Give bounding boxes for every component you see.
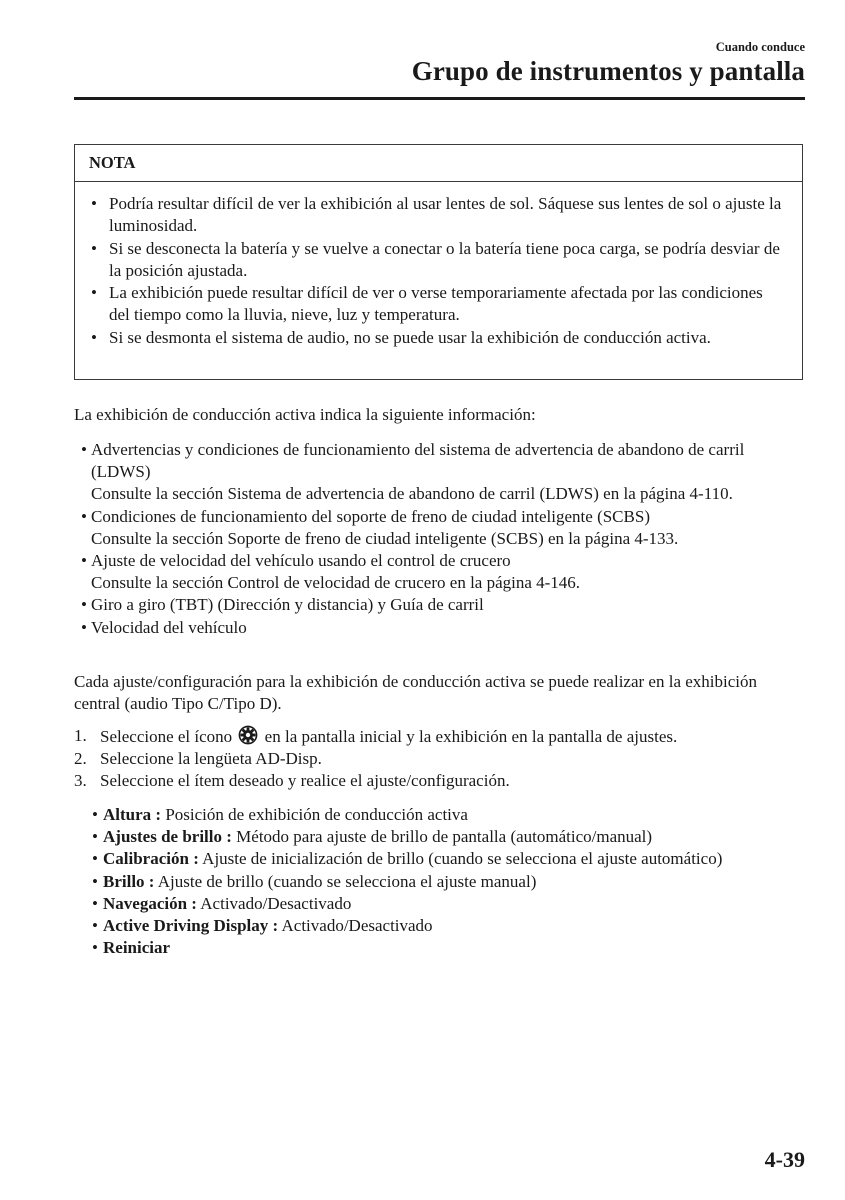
step-item	[74, 748, 805, 770]
page-number: 4-39	[764, 1147, 805, 1172]
step-number: 1.	[74, 726, 87, 745]
settings-item-active-driving-display	[90, 915, 770, 937]
step-text-after-icon: en la pantalla inicial y la exhibición en la pantalla de ajustes.	[264, 727, 678, 746]
step-item	[74, 770, 805, 792]
settings-item-desc: Activado/Desactivado	[281, 916, 433, 936]
settings-list	[90, 804, 770, 959]
note-item: • Podría resultar difícil de ver la exhibición al usar lentes de sol. Sáquese sus lentes de sol o ajuste la luminosidad.	[89, 193, 782, 238]
step-number: 3.	[74, 771, 87, 790]
settings-item-label: Ajustes de brillo :	[103, 827, 232, 847]
settings-item-label: Altura :	[103, 805, 162, 824]
settings-item-desc: Método para ajuste de brillo de pantalla (automático/manual)	[236, 827, 653, 847]
config-paragraph: Cada ajuste/configuración para la exhibición de conducción activa se puede realizar en la exhibición central (audio Tipo C/Tipo D).	[74, 672, 758, 713]
info-item	[74, 439, 805, 506]
info-item-text: Velocidad del vehículo	[91, 617, 247, 637]
settings-item-label: Reiniciar	[103, 938, 171, 958]
info-item-text: Advertencias y condiciones de funcionamiento del sistema de advertencia de abandono de carril (LDWS)	[91, 440, 745, 482]
settings-item-label: Calibración :	[103, 849, 199, 869]
note-divider	[75, 181, 802, 182]
page-title: Grupo de instrumentos y pantalla	[411, 56, 805, 86]
info-item	[74, 594, 805, 616]
info-item	[74, 506, 805, 550]
settings-item-navegacion	[90, 893, 770, 915]
info-item-text: Ajuste de velocidad del vehículo usando el control de crucero	[91, 551, 511, 571]
settings-item-reiniciar	[90, 937, 770, 959]
settings-item-label: Navegación :	[103, 893, 197, 913]
info-item	[74, 550, 805, 594]
note-box	[74, 144, 803, 380]
settings-item-desc: Posición de exhibición de conducción activa	[165, 805, 468, 824]
info-item-ref: Consulte la sección Control de velocidad de crucero en la página 4-146.	[91, 573, 581, 593]
section-label: Cuando conduce	[715, 40, 805, 54]
intro-paragraph: La exhibición de conducción activa indica la siguiente información:	[74, 405, 536, 424]
settings-item-desc: Ajuste de inicialización de brillo (cuando se selecciona el ajuste automático)	[202, 849, 723, 869]
settings-item-label: Brillo :	[103, 871, 155, 891]
info-item-text: Giro a giro (TBT) (Dirección y distancia) y Guía de carril	[91, 595, 484, 615]
note-item: • La exhibición puede resultar difícil de ver o verse temporariamente afectada por las condiciones del tiempo como la lluvia, nieve, luz y temperatura.	[89, 282, 782, 327]
settings-item-label: Active Driving Display :	[103, 916, 279, 936]
note-list	[89, 193, 782, 349]
note-title: NOTA	[89, 153, 136, 172]
info-item-ref: Consulte la sección Soporte de freno de ciudad inteligente (SCBS) en la página 4-133.	[91, 528, 679, 548]
settings-item-brillo	[90, 871, 770, 893]
settings-item-desc: Activado/Desactivado	[200, 893, 352, 913]
note-item: • Si se desmonta el sistema de audio, no se puede usar la exhibición de conducción activa.	[89, 327, 782, 349]
step-text: Seleccione la lengüeta AD-Disp.	[100, 749, 322, 768]
info-list	[74, 439, 805, 639]
steps-list	[74, 725, 805, 792]
step-item	[74, 725, 805, 748]
settings-item-desc: Ajuste de brillo (cuando se selecciona el ajuste manual)	[157, 871, 537, 891]
step-text-before-icon: Seleccione el ícono	[100, 727, 233, 746]
note-item: • Si se desconecta la batería y se vuelve a conectar o la batería tiene poca carga, se podría desviar de la posición ajustada.	[89, 238, 782, 283]
settings-gear-icon	[238, 725, 258, 745]
settings-item-calibracion	[90, 848, 770, 870]
step-text: Seleccione el ítem deseado y realice el ajuste/configuración.	[100, 771, 510, 790]
info-item-ref: Consulte la sección Sistema de advertencia de abandono de carril (LDWS) en la página 4-110.	[91, 484, 733, 504]
info-item-text: Condiciones de funcionamiento del soporte de freno de ciudad inteligente (SCBS)	[91, 506, 650, 526]
settings-item-altura	[90, 804, 770, 826]
settings-item-ajustes-de-brillo	[90, 826, 770, 848]
info-item	[74, 617, 805, 639]
header-rule	[74, 97, 805, 100]
step-number: 2.	[74, 749, 87, 768]
